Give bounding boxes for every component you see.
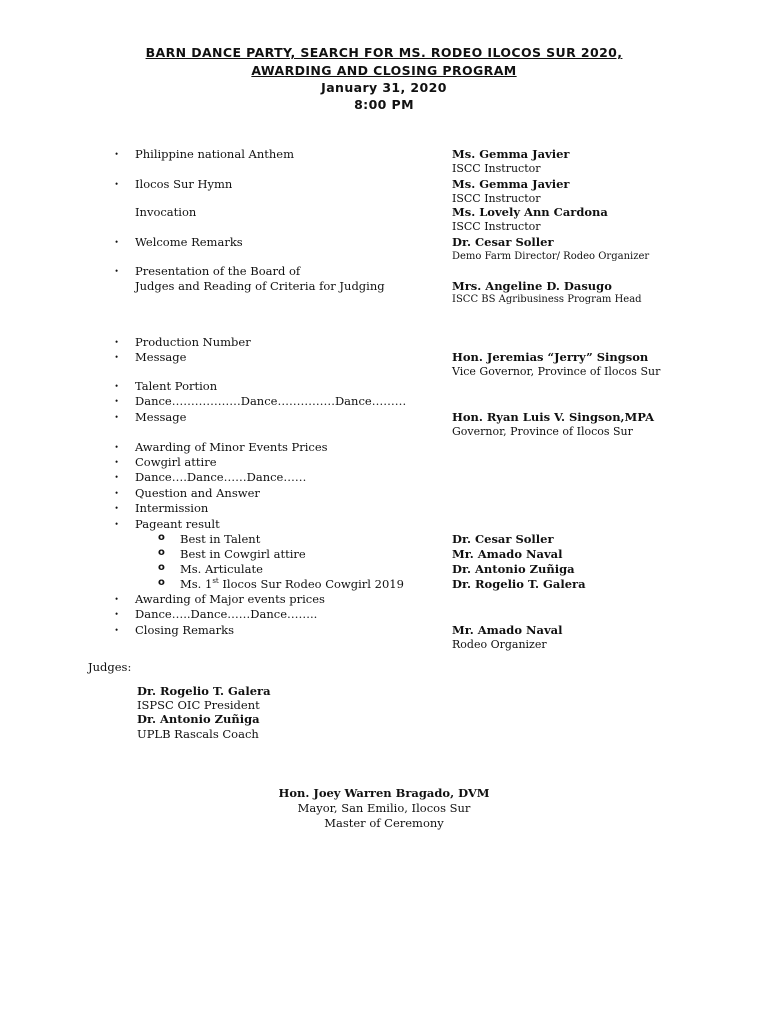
bullet-icon: •	[115, 352, 119, 362]
program-item-hymn: Ilocos Sur Hymn	[135, 177, 233, 191]
anthem-performer: Ms. Gemma Javier	[452, 147, 570, 161]
program-item-talent: Talent Portion	[135, 379, 218, 393]
program-item-dance-1: Dance………………Dance……………Dance………	[135, 394, 407, 408]
message-2-speaker: Hon. Ryan Luis V. Singson,MPA	[452, 410, 655, 424]
message-1-speaker-role: Vice Governor, Province of Ilocos Sur	[452, 365, 661, 378]
bullet-icon: •	[115, 381, 119, 391]
closing-speaker-role: Rodeo Organizer	[452, 638, 547, 651]
invocation-leader-role: ISCC Instructor	[452, 220, 541, 233]
message-1-speaker: Hon. Jeremias “Jerry” Singson	[452, 350, 649, 364]
program-item-message-1: Message	[135, 350, 187, 364]
bullet-icon: •	[115, 609, 119, 619]
title-line-2: AWARDING AND CLOSING PROGRAM	[251, 63, 517, 78]
anthem-performer-role: ISCC Instructor	[452, 162, 541, 175]
sub-bullet-icon: o	[158, 577, 165, 588]
sub-bullet-icon: o	[158, 532, 165, 543]
sub-bullet-icon: o	[158, 547, 165, 558]
award-best-cowgirl: Best in Cowgirl attire	[180, 547, 306, 561]
sub-bullet-icon: o	[158, 562, 165, 573]
bullet-icon: •	[115, 625, 119, 635]
award-articulate: Ms. Articulate	[180, 562, 263, 576]
award-best-talent-presenter: Dr. Cesar Soller	[452, 532, 554, 546]
award-best-cowgirl-presenter: Mr. Amado Naval	[452, 547, 563, 561]
emcee-name: Hon. Joey Warren Bragado, DVM	[278, 786, 490, 800]
presentation-speaker: Mrs. Angeline D. Dasugo	[452, 279, 612, 293]
bullet-icon: •	[115, 503, 119, 513]
program-item-intermission: Intermission	[135, 501, 209, 515]
welcome-speaker: Dr. Cesar Soller	[452, 235, 554, 249]
program-item-cowgirl-attire: Cowgirl attire	[135, 455, 217, 469]
bullet-icon: •	[115, 237, 119, 247]
bullet-icon: •	[115, 472, 119, 482]
program-item-presentation-line2: Judges and Reading of Criteria for Judging	[135, 279, 385, 293]
invocation-leader: Ms. Lovely Ann Cardona	[452, 205, 608, 219]
bullet-icon: •	[115, 149, 119, 159]
program-item-dance-3: Dance…..Dance……Dance……..	[135, 607, 318, 621]
program-item-message-2: Message	[135, 410, 187, 424]
bullet-icon: •	[115, 266, 119, 276]
award-ms-first: Ms. 1st Ilocos Sur Rodeo Cowgirl 2019	[180, 577, 404, 591]
emcee-role: Master of Ceremony	[324, 816, 444, 830]
program-item-anthem: Philippine national Anthem	[135, 147, 294, 161]
bullet-icon: •	[115, 396, 119, 406]
event-time: 8:00 PM	[354, 97, 414, 112]
judge-2-role: UPLB Rascals Coach	[137, 727, 259, 741]
bullet-icon: •	[115, 594, 119, 604]
program-item-welcome: Welcome Remarks	[135, 235, 243, 249]
program-item-invocation: Invocation	[135, 205, 197, 219]
bullet-icon: •	[115, 179, 119, 189]
program-item-minor-awards: Awarding of Minor Events Prices	[135, 440, 328, 454]
program-item-closing: Closing Remarks	[135, 623, 234, 637]
judge-1-role: ISPSC OIC President	[137, 698, 260, 712]
program-item-major-awards: Awarding of Major events prices	[135, 592, 325, 606]
program-item-qa: Question and Answer	[135, 486, 260, 500]
emcee-title: Mayor, San Emilio, Ilocos Sur	[297, 801, 471, 815]
hymn-performer: Ms. Gemma Javier	[452, 177, 570, 191]
bullet-icon: •	[115, 519, 119, 529]
bullet-icon: •	[115, 337, 119, 347]
bullet-icon: •	[115, 442, 119, 452]
title-line-1: BARN DANCE PARTY, SEARCH FOR MS. RODEO ILOCOS SUR 2020,	[145, 45, 623, 60]
judges-heading: Judges:	[88, 660, 132, 674]
judge-1-name: Dr. Rogelio T. Galera	[137, 684, 271, 698]
award-ms-first-presenter: Dr. Rogelio T. Galera	[452, 577, 586, 591]
welcome-speaker-role: Demo Farm Director/ Rodeo Organizer	[452, 251, 650, 262]
message-2-speaker-role: Governor, Province of Ilocos Sur	[452, 425, 633, 438]
presentation-speaker-role: ISCC BS Agribusiness Program Head	[452, 294, 642, 305]
award-articulate-presenter: Dr. Antonio Zuñiga	[452, 562, 575, 576]
program-item-pageant-result: Pageant result	[135, 517, 220, 531]
bullet-icon: •	[115, 457, 119, 467]
closing-speaker: Mr. Amado Naval	[452, 623, 563, 637]
program-item-presentation-line1: Presentation of the Board of	[135, 264, 301, 278]
event-date: January 31, 2020	[321, 80, 447, 95]
bullet-icon: •	[115, 488, 119, 498]
program-item-production: Production Number	[135, 335, 251, 349]
judge-2-name: Dr. Antonio Zuñiga	[137, 712, 260, 726]
bullet-icon: •	[115, 412, 119, 422]
hymn-performer-role: ISCC Instructor	[452, 192, 541, 205]
award-best-talent: Best in Talent	[180, 532, 261, 546]
program-item-dance-2: Dance….Dance……Dance……	[135, 470, 307, 484]
